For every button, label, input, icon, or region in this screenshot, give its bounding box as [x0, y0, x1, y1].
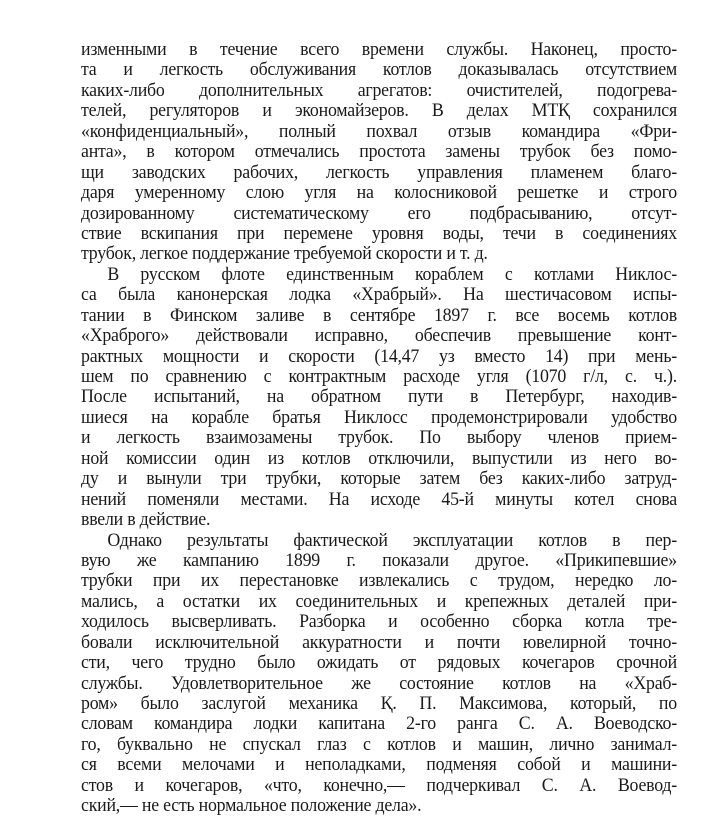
text-line: рактных мощности и скорости (14,47 уз вместо 14) при мень-: [81, 345, 677, 367]
text-line: ду и вынули три трубки, которые затем без каких-либо затруд-: [81, 468, 677, 490]
text-line: ствие вскипания при перемене уровня воды, течи в соединениях: [81, 222, 677, 244]
text-line: изменными в течение всего времени службы. Наконец, просто-: [81, 39, 677, 60]
text-line: та и легкость обслуживания котлов доказывалась отсутствием: [81, 59, 677, 81]
text-line: «Храброго» действовали исправно, обеспечив превышение конт-: [81, 325, 677, 347]
text-line: са была канонерская лодка «Храбрый». На шестичасовом испы-: [81, 284, 677, 306]
text-line: ввели в действие.: [81, 509, 211, 531]
text-line: даря умеренному слою угля на колосниковой решетке и строго: [81, 182, 677, 204]
text-line: После испытаний, на обратном пути в Петербург, находив-: [81, 386, 677, 408]
paragraph-2: [81, 265, 677, 531]
text-line: шиеся на корабле братья Никлосс продемонстрировали удобство: [81, 406, 677, 428]
text-line: трубки при их перестановке извлекались с трудом, нередко ло-: [81, 570, 677, 592]
text-line: го, буквально не спускал глаз с котлов и машин, лично занимал-: [81, 733, 677, 755]
text-line: трубок, легкое поддержание требуемой скорости и т. д.: [81, 243, 488, 265]
text-line: нений поменяли местами. На исходе 45-й минуты котел снова: [81, 488, 677, 510]
text-line: ся всеми мелочами и неполадками, подменяя собой и машини-: [81, 754, 677, 776]
text-line: телей, регуляторов и экономайзеров. В делах МТҚ сохранился: [81, 100, 677, 122]
text-line: ский,— не есть нормальное положение дела».: [81, 795, 422, 817]
text-line: В русском флоте единственным кораблем с котлами Никлос-: [107, 263, 677, 285]
paragraph-3: [81, 531, 677, 817]
text-line: сти, чего трудно было ожидать от рядовых кочегаров срочной: [81, 652, 677, 674]
paragraph-1: [81, 40, 677, 265]
text-line: стов и кочегаров, «что, конечно,— подчеркивал С. А. Воевод-: [81, 774, 677, 796]
text-line: бовали исключительной аккуратности и почти ювелирной точно-: [81, 631, 677, 653]
text-line: «конфиденциальный», полный похвал отзыв командира «Фри-: [81, 120, 677, 142]
text-line: дозированному систематическому его подбрасыванию, отсут-: [81, 202, 677, 224]
text-line: и легкость взаимозамены трубок. По выбору членов прием-: [81, 427, 677, 449]
text-line: Однако результаты фактической эксплуатации котлов в пер-: [107, 529, 677, 551]
text-line: словам командира лодки капитана 2-го ранга С. А. Воеводско-: [81, 713, 677, 735]
text-line: щи заводских рабочих, легкость управления пламенем благо-: [81, 161, 677, 183]
document-page: [81, 40, 677, 817]
text-line: шем по сравнению с контрактным расходе угля (1070 г/л, с. ч.).: [81, 366, 677, 387]
text-line: ной комиссии один из котлов отключили, выпустили из него во-: [81, 447, 677, 469]
text-line: тании в Финском заливе в сентябре 1897 г. все восемь котлов: [81, 304, 677, 326]
text-line: анта», в котором отмечались простота замены трубок без помо-: [81, 141, 677, 163]
text-line: вую же кампанию 1899 г. показали другое. «Прикипевшие»: [81, 549, 677, 571]
text-line: ром» было заслугой механика Қ. П. Максимова, который, по: [81, 693, 677, 714]
text-line: каких-либо дополнительных агрегатов: очистителей, подогрева-: [81, 79, 677, 101]
text-line: мались, а остатки их соединительных и крепежных деталей при-: [81, 590, 677, 612]
text-line: ходилось высверливать. Разборка и особенно сборка котла тре-: [81, 611, 677, 633]
text-line: службы. Удовлетворительное же состояние котлов на «Храб-: [81, 672, 677, 694]
